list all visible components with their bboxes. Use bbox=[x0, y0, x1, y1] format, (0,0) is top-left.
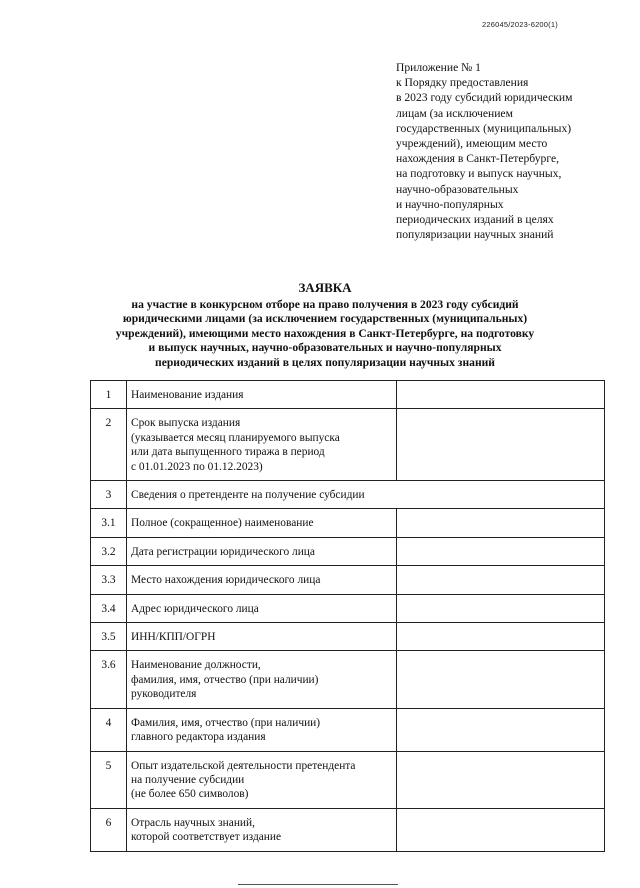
row-label-line: главного редактора издания bbox=[131, 731, 266, 744]
row-label bbox=[127, 481, 605, 509]
row-label bbox=[127, 381, 397, 409]
row-number: 3.2 bbox=[91, 537, 127, 565]
appendix-line: периодических изданий в целях bbox=[396, 213, 554, 227]
row-number: 5 bbox=[91, 751, 127, 808]
row-label-line: которой соответствует издание bbox=[131, 831, 282, 844]
application-form-table bbox=[90, 380, 605, 852]
heading-line: юридическими лицами (за исключением государственных (муниципальных) bbox=[122, 312, 528, 326]
appendix-line: в 2023 году субсидий юридическим bbox=[396, 91, 573, 105]
row-number: 3.6 bbox=[91, 651, 127, 708]
row-label bbox=[127, 509, 397, 537]
row-number: 3.3 bbox=[91, 566, 127, 594]
appendix-line: лицам (за исключением bbox=[396, 106, 513, 120]
appendix-line: нахождения в Санкт-Петербурге, bbox=[396, 152, 559, 166]
row-label bbox=[127, 566, 397, 594]
row-label-line: Фамилия, имя, отчество (при наличии) bbox=[131, 716, 321, 729]
row-label-line: ИНН/КПП/ОГРН bbox=[131, 631, 216, 644]
row-label bbox=[127, 708, 397, 751]
table-row bbox=[91, 594, 605, 622]
row-label-line: (не более 650 символов) bbox=[131, 788, 249, 801]
row-value-field[interactable] bbox=[397, 623, 605, 651]
row-label-line: Место нахождения юридического лица bbox=[131, 574, 321, 587]
row-label-line: Полное (сокращенное) наименование bbox=[131, 517, 314, 530]
row-label bbox=[127, 623, 397, 651]
appendix-note bbox=[396, 60, 626, 242]
table-row bbox=[91, 808, 605, 851]
row-label-line: с 01.01.2023 по 01.12.2023) bbox=[131, 460, 263, 473]
row-value-field[interactable] bbox=[397, 751, 605, 808]
document-registration-number: 226045/2023-6200(1) bbox=[482, 20, 558, 29]
table-row bbox=[91, 566, 605, 594]
row-label bbox=[127, 651, 397, 708]
row-value-field[interactable] bbox=[397, 594, 605, 622]
table-row bbox=[91, 481, 605, 509]
appendix-line: популяризации научных знаний bbox=[396, 228, 554, 242]
row-label-line: Дата регистрации юридического лица bbox=[131, 545, 315, 558]
table-row bbox=[91, 708, 605, 751]
row-value-field[interactable] bbox=[397, 409, 605, 481]
table-row bbox=[91, 409, 605, 481]
row-value-field[interactable] bbox=[397, 537, 605, 565]
row-label-line: Сведения о претенденте на получение субсидии bbox=[131, 489, 365, 502]
row-number: 3.1 bbox=[91, 509, 127, 537]
application-heading bbox=[60, 280, 590, 370]
heading-line: и выпуск научных, научно-образовательных и научно-популярных bbox=[148, 341, 502, 355]
row-label bbox=[127, 409, 397, 481]
row-number: 1 bbox=[91, 381, 127, 409]
appendix-line: государственных (муниципальных) bbox=[396, 121, 572, 135]
heading-line: периодических изданий в целях популяризации научных знаний bbox=[155, 355, 495, 369]
table-row bbox=[91, 623, 605, 651]
row-label-line: на получение субсидии bbox=[131, 773, 245, 786]
row-label-line: руководителя bbox=[131, 688, 197, 701]
appendix-line: Приложение № 1 bbox=[396, 61, 481, 74]
row-label-line: Наименование издания bbox=[131, 389, 244, 401]
row-label-line: или дата выпущенного тиража в период bbox=[131, 446, 325, 459]
row-number: 3.5 bbox=[91, 623, 127, 651]
row-value-field[interactable] bbox=[397, 381, 605, 409]
document-title: ЗАЯВКА bbox=[298, 280, 352, 295]
row-value-field[interactable] bbox=[397, 566, 605, 594]
row-label bbox=[127, 808, 397, 851]
row-number: 3.4 bbox=[91, 594, 127, 622]
row-number: 3 bbox=[91, 481, 127, 509]
table-row bbox=[91, 651, 605, 708]
row-label bbox=[127, 751, 397, 808]
heading-line: учреждений), имеющими место нахождения в Санкт-Петербурге, на подготовку bbox=[115, 326, 535, 340]
appendix-line: на подготовку и выпуск научных, bbox=[396, 167, 562, 181]
row-label-line: фамилия, имя, отчество (при наличии) bbox=[131, 673, 319, 686]
row-label-line: Адрес юридического лица bbox=[131, 602, 259, 615]
row-number: 2 bbox=[91, 409, 127, 481]
table-row bbox=[91, 509, 605, 537]
row-label-line: Опыт издательской деятельности претендента bbox=[131, 759, 356, 772]
row-label bbox=[127, 594, 397, 622]
heading-line: на участие в конкурсном отборе на право получения в 2023 году субсидий bbox=[131, 298, 519, 311]
row-label-line: Наименование должности, bbox=[131, 659, 261, 672]
appendix-line: и научно-популярных bbox=[396, 197, 504, 211]
appendix-line: учреждений), имеющим место bbox=[396, 137, 548, 151]
row-label-line: (указывается месяц планируемого выпуска bbox=[131, 431, 340, 444]
appendix-line: к Порядку предоставления bbox=[396, 76, 529, 90]
page-edge-line bbox=[238, 884, 398, 885]
table-row bbox=[91, 381, 605, 409]
row-value-field[interactable] bbox=[397, 808, 605, 851]
appendix-line: научно-образовательных bbox=[396, 182, 519, 196]
row-label-line: Отрасль научных знаний, bbox=[131, 816, 255, 829]
row-value-field[interactable] bbox=[397, 708, 605, 751]
row-value-field[interactable] bbox=[397, 651, 605, 708]
row-number: 4 bbox=[91, 708, 127, 751]
table-row bbox=[91, 751, 605, 808]
row-number: 6 bbox=[91, 808, 127, 851]
table-row bbox=[91, 537, 605, 565]
row-label-line: Срок выпуска издания bbox=[131, 417, 241, 430]
row-value-field[interactable] bbox=[397, 509, 605, 537]
row-label bbox=[127, 537, 397, 565]
